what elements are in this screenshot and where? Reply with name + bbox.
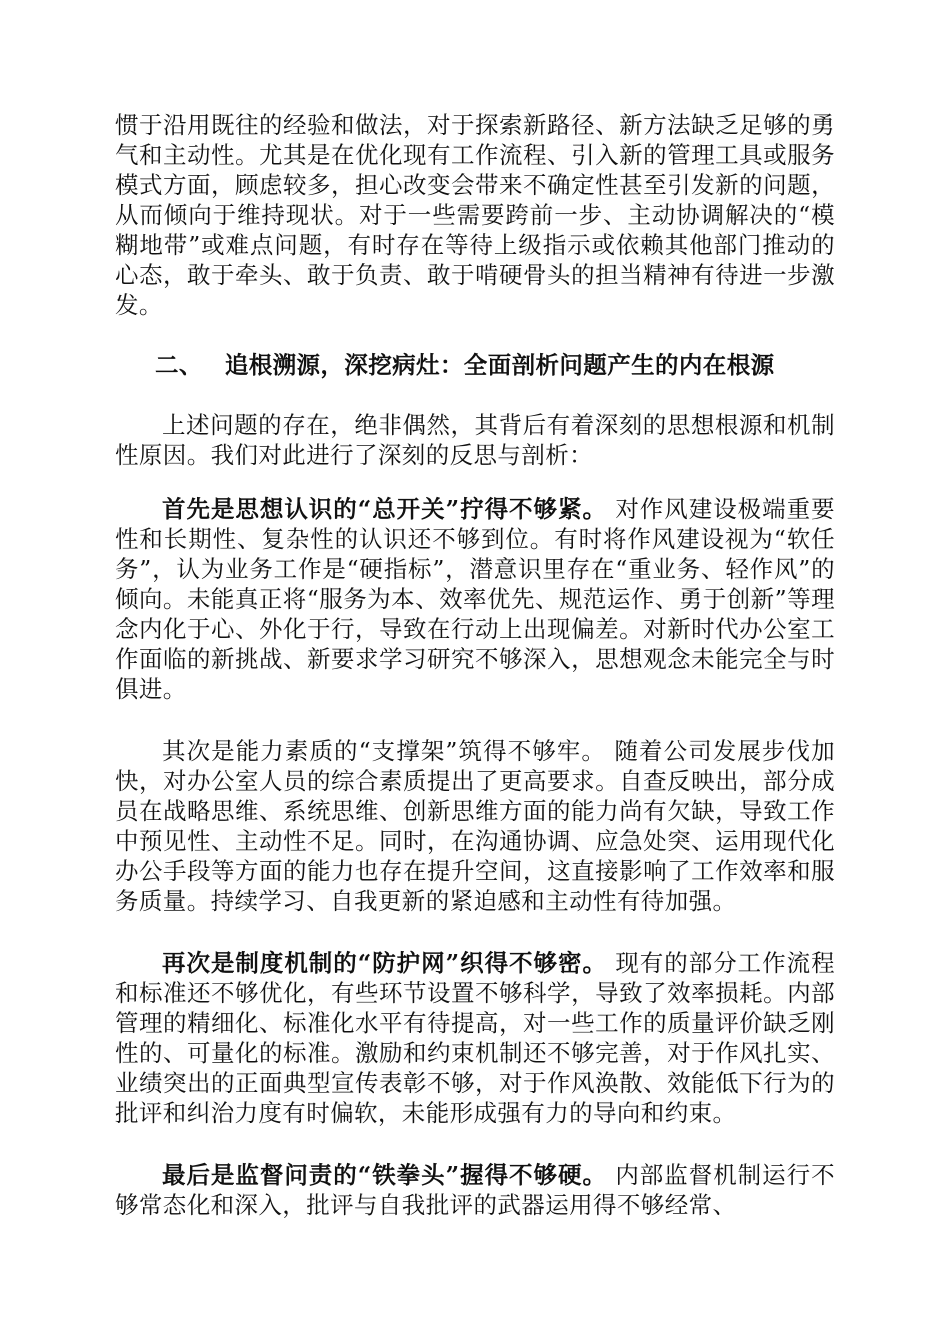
continued-paragraph: 惯于沿用既往的经验和做法，对于探索新路径、新方法缺乏足够的勇气和主动性。尤其是在优化现有工作流程、引入新的管理工具或服务模式方面，顾虑较多，担心改变会带来不确定性甚至引发新的问题，从而倾向于维持现状。对于一些需要跨前一步、主动协调解决的“模糊地带”或难点问题，有时存在等待上级指示或依赖其他部门推动的心态，敢于牵头、敢于负责、敢于啃硬骨头的担当精神有待进一步激发。: [115, 111, 835, 319]
point-lead-3: 再次是制度机制的“防护网”织得不够密。: [162, 949, 607, 977]
document-page: [115, 110, 835, 1220]
point-body-1: 对作风建设极端重要性和长期性、复杂性的认识还不够到位。有时将作风建设视为“软任务”，认为业务工作是“硬指标”，潜意识里存在“重业务、轻作风”的倾向。未能真正将“服务为本、效率优先、规范运作、勇于创新”等理念内化于心、外化于行，导致在行动上出现偏差。对新时代办公室工作面临的新挑战、新要求学习研究不够深入，思想观念未能完全与时俱进。: [115, 495, 835, 703]
point-lead-1: 首先是思想认识的“总开关”拧得不够紧。: [162, 495, 607, 523]
intro-paragraph: 上述问题的存在，绝非偶然，其背后有着深刻的思想根源和机制性原因。我们对此进行了深刻的反思与剖析：: [115, 411, 835, 469]
point-body-4: 内部监督机制运行不够常态化和深入，批评与自我批评的武器运用得不够经常、: [115, 1161, 835, 1219]
point-paragraph-1: [115, 494, 835, 704]
point-body-3: 现有的部分工作流程和标准还不够优化，有些环节设置不够科学，导致了效率损耗。内部管理的精细化、标准化水平有待提高，对一些工作的质量评价缺乏刚性的、可量化的标准。激励和约束机制还不够完善，对于作风扎实、业绩突出的正面典型宣传表彰不够，对于作风涣散、效能低下行为的批评和纠治力度有时偏软，未能形成强有力的导向和约束。: [115, 949, 835, 1127]
point-paragraph-2: [115, 736, 835, 916]
point-lead-4: 最后是监督问责的“铁拳头”握得不够硬。: [162, 1161, 607, 1189]
point-paragraph-3: [115, 948, 835, 1128]
point-body-2: 随着公司发展步伐加快，对办公室人员的综合素质提出了更高要求。自查反映出，部分成员在战略思维、系统思维、创新思维方面的能力尚有欠缺，导致工作中预见性、主动性不足。同时，在沟通协调、应急处突、运用现代化办公手段等方面的能力也存在提升空间，这直接影响了工作效率和服务质量。持续学习、自我更新的紧迫感和主动性有待加强。: [115, 737, 835, 915]
section-heading: [115, 350, 835, 380]
section-number: 二、: [155, 351, 203, 379]
point-lead-2: 其次是能力素质的“支撑架”筑得不够牢。: [162, 737, 606, 765]
point-paragraph-4: [115, 1160, 835, 1220]
section-title: 追根溯源，深挖病灶：全面剖析问题产生的内在根源: [224, 351, 775, 379]
